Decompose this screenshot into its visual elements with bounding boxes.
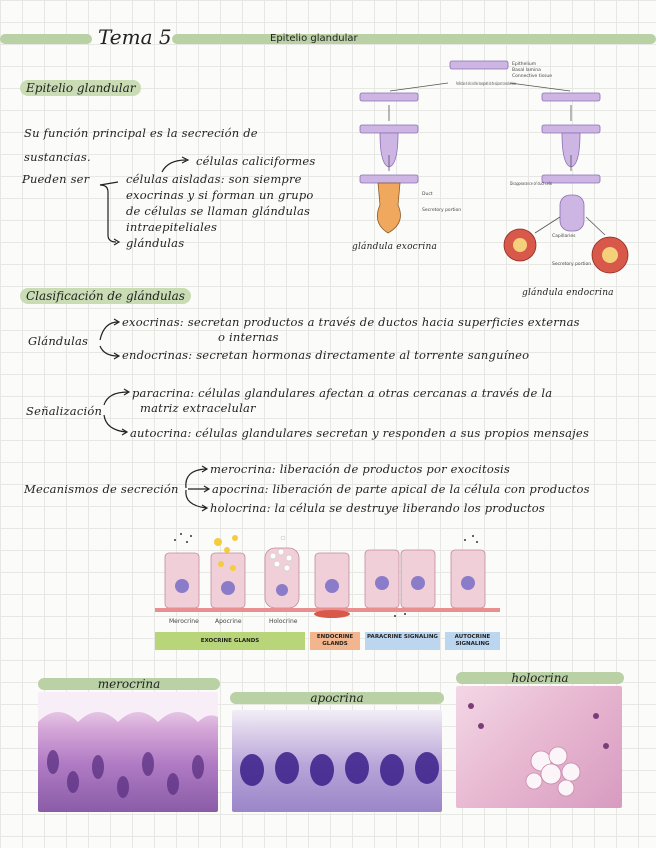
exocrine-gland-shape: [377, 183, 400, 233]
secretion-cells: [155, 528, 500, 618]
text-aisladas: intraepiteliales: [126, 220, 218, 234]
header-bar-left: [0, 34, 92, 44]
text-aisladas: exocrinas y si forman un grupo: [126, 188, 314, 202]
micrograph-merocrina-detail: [38, 692, 218, 812]
secretion-figure: [155, 528, 500, 653]
svg-text:Basal lamina: Basal lamina: [512, 68, 541, 73]
text-merocrina: merocrina: liberación de productos por exocitosis: [210, 462, 511, 476]
svg-text:Proliferation of cells and the: Proliferation of cells and their downgrowth into the subjacent connective tissue: [456, 82, 635, 87]
text-autocrina: autocrina: células glandulares secretan y responden a sus propios mensajes: [130, 426, 589, 440]
text-caliciformes: células caliciformes: [196, 154, 316, 168]
text-line: sustancias.: [24, 150, 91, 164]
micrograph-apocrina-detail: [232, 710, 442, 812]
photo-label-apocrina: apocrina: [230, 692, 444, 704]
text-apocrina: apocrina: liberación de parte apical de la célula con productos: [212, 482, 590, 496]
page-title: Tema 5: [98, 25, 172, 49]
text-aisladas: de células se llaman glándulas: [126, 204, 311, 218]
text-glandulas-label: Glándulas: [28, 334, 89, 348]
section-heading-clasificacion: Clasificación de glándulas: [20, 288, 191, 304]
photo-label-merocrina: merocrina: [38, 678, 220, 690]
text-aisladas: células aisladas: son siempre: [126, 172, 302, 186]
text-glandulas: glándulas: [126, 236, 185, 250]
header-bar-right: [172, 34, 656, 44]
cell-label-apocrine: Apocrine: [215, 618, 242, 625]
cell-label-merocrine: Merocrine: [169, 618, 199, 625]
section-heading-epitelio: Epitelio glandular: [20, 80, 141, 96]
svg-text:Epithelium: Epithelium: [512, 62, 537, 67]
photo-label-holocrina: holocrina: [456, 672, 624, 684]
label-glandula-exocrina: glándula exocrina: [352, 242, 438, 252]
label-glandula-endocrina: glándula endocrina: [522, 288, 614, 298]
text-pueden: Pueden ser: [22, 172, 90, 186]
micrograph-holocrina-detail: [456, 686, 622, 808]
micrograph-apocrina: [232, 710, 442, 812]
svg-text:Secretory portion: Secretory portion: [422, 208, 462, 213]
svg-text:Disappearance of duct cells: Disappearance of duct cells: [510, 182, 573, 187]
group-tag-paracrine: PARACRINE SIGNALING: [365, 632, 440, 650]
page-subtitle: Epitelio glandular: [270, 33, 358, 44]
text-exocrinas: o internas: [218, 330, 279, 344]
text-mecanismos: Mecanismos de secreción: [24, 482, 179, 496]
text-endocrinas: endocrinas: secretan hormonas directamente al torrente sanguíneo: [122, 348, 530, 362]
micrograph-merocrina: [38, 692, 218, 812]
gland-formation-diagram: [350, 55, 650, 295]
text-paracrina: matriz extracelular: [140, 401, 256, 415]
text-exocrinas: exocrinas: secretan productos a través de ductos hacia superficies externas: [122, 315, 580, 329]
micrograph-holocrina: [456, 686, 622, 808]
group-tag-autocrine: AUTOCRINE SIGNALING: [445, 632, 500, 650]
svg-text:Capillaries: Capillaries: [552, 234, 576, 239]
cell-label-holocrine: Holocrine: [269, 618, 298, 625]
text-holocrina: holocrina: la célula se destruye liberando los productos: [210, 501, 545, 515]
text-senalizacion: Señalización: [26, 404, 103, 418]
svg-text:Secretory portion: Secretory portion: [552, 262, 592, 267]
text-line: Su función principal es la secreción de: [24, 126, 258, 140]
group-tag-exocrine: EXOCRINE GLANDS: [155, 632, 305, 650]
text-paracrina: paracrina: células glandulares afectan a otras cercanas a través de la: [132, 386, 553, 400]
group-tag-endocrine: ENDOCRINE GLANDS: [310, 632, 360, 650]
svg-text:Duct: Duct: [422, 192, 433, 197]
svg-text:Connective tissue: Connective tissue: [512, 74, 553, 79]
